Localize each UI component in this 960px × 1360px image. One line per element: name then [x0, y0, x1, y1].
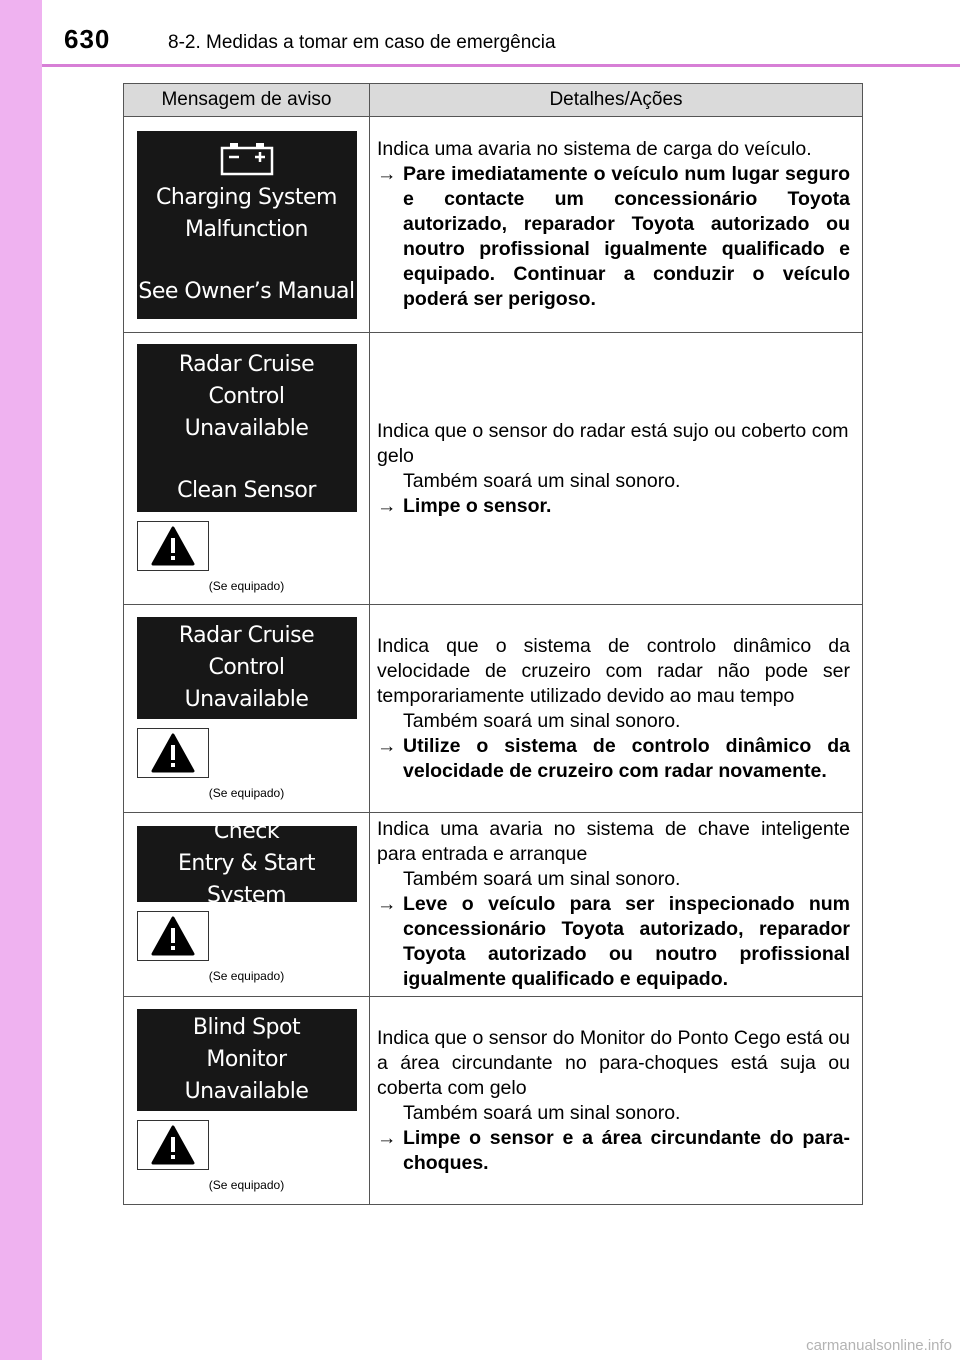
- battery-icon: [220, 142, 274, 176]
- action-item: [377, 162, 850, 312]
- display-line: Radar Cruise: [178, 352, 315, 377]
- message-display: [137, 819, 357, 908]
- arrow-icon: →: [377, 163, 397, 185]
- note-text: Também soará um sinal sonoro.: [403, 469, 681, 492]
- note-text: Também soará um sinal sonoro.: [403, 868, 681, 890]
- page-number: 630: [64, 24, 111, 54]
- column-header-message: Mensagem de aviso: [124, 84, 370, 117]
- message-cell: [124, 605, 370, 813]
- message-display: [137, 131, 357, 319]
- warning-messages-table: [123, 83, 863, 1205]
- display-line: Control: [208, 655, 285, 680]
- exclamation-triangle-icon: [151, 916, 195, 956]
- display-line: Radar Cruise: [178, 623, 315, 648]
- section-color-bar: [0, 0, 42, 1360]
- description-text: Indica que o sistema de controlo dinâmico da velocidade de cruzeiro com radar não pode ser temporariamente utilizado devido ao mau tempo: [377, 634, 850, 707]
- message-display: [137, 617, 357, 719]
- table-row: [124, 117, 863, 333]
- details-cell: [370, 333, 863, 605]
- display-line: Unavailable: [184, 416, 309, 441]
- equipped-note: (Se equipado): [208, 579, 285, 593]
- details-cell: [370, 117, 863, 333]
- message-display: [137, 344, 357, 512]
- display-line: Charging System: [156, 184, 337, 210]
- page-header: [42, 0, 960, 64]
- description-text: Indica que o sensor do Monitor do Ponto Cego está ou a área circundante no para-choques está suja ou coberta com gelo: [377, 1026, 850, 1099]
- display-line: Unavailable: [184, 687, 309, 712]
- equipped-note: (Se equipado): [208, 969, 285, 983]
- header-rule: [42, 64, 960, 67]
- table-row: [124, 997, 863, 1205]
- description-text: Indica uma avaria no sistema de carga do veículo.: [377, 138, 812, 160]
- arrow-icon: →: [377, 494, 397, 517]
- message-cell: [124, 813, 370, 997]
- column-header-details: Detalhes/Ações: [370, 84, 863, 117]
- message-display: [137, 1009, 357, 1111]
- display-line: Check: [213, 819, 280, 844]
- warning-light-box: [137, 911, 209, 961]
- action-item: [377, 734, 850, 784]
- table-row: [124, 605, 863, 813]
- action-text: Leve o veículo para ser inspecionado num concessionário Toyota autorizado, reparador Toyota autorizado ou noutro profissional igualmente qualificado e equipado.: [403, 893, 850, 990]
- exclamation-triangle-icon: [151, 1125, 195, 1165]
- table-header-row: [124, 84, 863, 117]
- display-line: Clean Sensor: [177, 478, 316, 503]
- equipped-note: (Se equipado): [208, 1178, 285, 1192]
- table-row: [124, 813, 863, 997]
- display-line: Monitor: [206, 1047, 287, 1072]
- display-line: Malfunction: [185, 216, 308, 242]
- note-text: Também soará um sinal sonoro.: [403, 709, 681, 732]
- arrow-icon: →: [377, 893, 397, 915]
- action-item: [377, 1126, 850, 1176]
- action-text: Pare imediatamente o veículo num lugar seguro e contacte um concessionário Toyota autorizado, reparador Toyota autorizado ou noutro profissional igualmente qualificado e equipado. Continuar a conduzir o veículo poderá ser perigoso.: [403, 163, 850, 310]
- description-text: Indica que o sensor do radar está sujo ou coberto com gelo: [377, 419, 849, 467]
- equipped-note: (Se equipado): [208, 786, 285, 800]
- display-line: See Owner’s Manual: [138, 278, 355, 304]
- details-cell: [370, 605, 863, 813]
- action-item: [377, 494, 850, 519]
- action-text: Utilize o sistema de controlo dinâmico da velocidade de cruzeiro com radar novamente.: [403, 734, 850, 782]
- display-line: Control: [208, 384, 285, 409]
- message-cell: [124, 333, 370, 605]
- details-cell: [370, 997, 863, 1205]
- description-text: Indica uma avaria no sistema de chave inteligente para entrada e arranque: [377, 818, 850, 865]
- message-cell: [124, 997, 370, 1205]
- action-text: Limpe o sensor e a área circundante do para-choques.: [403, 1126, 850, 1174]
- warning-light-box: [137, 1120, 209, 1170]
- display-line: Blind Spot: [192, 1015, 301, 1040]
- table-row: [124, 333, 863, 605]
- details-cell: [370, 813, 863, 997]
- exclamation-triangle-icon: [151, 733, 195, 773]
- arrow-icon: →: [377, 1126, 397, 1149]
- arrow-icon: →: [377, 734, 397, 757]
- display-line: Entry & Start System: [178, 851, 315, 908]
- display-line: Unavailable: [184, 1079, 309, 1104]
- warning-light-box: [137, 521, 209, 571]
- exclamation-triangle-icon: [151, 526, 195, 566]
- action-item: [377, 892, 850, 992]
- action-text: Limpe o sensor.: [403, 494, 552, 517]
- section-title: 8-2. Medidas a tomar em caso de emergência: [168, 32, 556, 53]
- warning-light-box: [137, 728, 209, 778]
- site-watermark: carmanualsonline.info: [806, 1337, 952, 1354]
- note-text: Também soará um sinal sonoro.: [403, 1101, 681, 1124]
- message-cell: [124, 117, 370, 333]
